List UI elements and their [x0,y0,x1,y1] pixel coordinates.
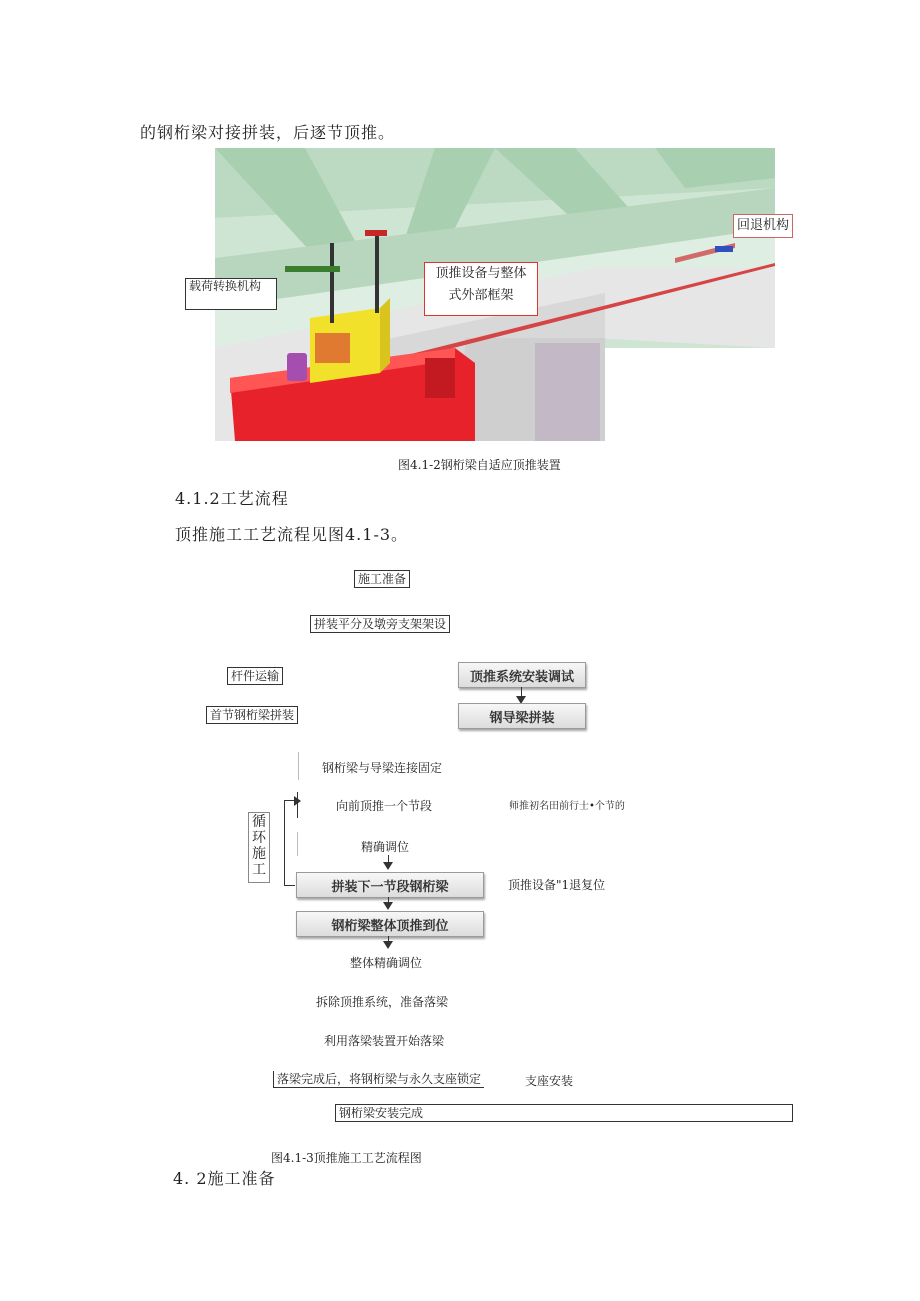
flow-step-finished: 钢桁梁安装完成 [335,1104,793,1122]
flow-step-start-drop: 利用落梁装置开始落梁 [324,1034,445,1048]
flow-step-push-segment: 向前顶推一个节段 [336,799,433,813]
section-412-text: 顶推施工工艺流程见图4.1-3。 [175,525,409,544]
intro-text: 的钢桁梁对接拼装，后逐节顶推。 [140,123,396,142]
flow-loop-label: 循环施工 [248,812,270,883]
section-412-heading: 4.1.2工艺流程 [175,489,289,508]
arrow-down-icon [383,902,393,910]
flow-note-bearing: 支座安装 [525,1074,574,1088]
flow-step-adjust: 精确调位 [361,840,410,854]
flow-divider [298,752,299,780]
arrow-down-icon [383,941,393,949]
label-dingtui-line1: 顶推设备与整体 [435,266,527,281]
flow-right-system-debug: 顶推系统安装调试 [458,662,586,688]
label-zaihe: 载荷转换机构 [185,278,277,310]
arrow-down-icon [383,862,393,870]
flow-step-lock-bearing: 落梁完成后，将钢桁梁与永久支座锁定 [273,1071,484,1088]
figure1-caption: 图4.1-2钢桁梁自适应顶推装置 [398,458,561,472]
flow-note-reset: 顶推设备"1退复位 [508,878,606,892]
label-dingtui [424,262,538,316]
flow-loop-bracket [284,800,295,886]
flow-step-push-complete: 钢桁梁整体顶推到位 [296,911,484,937]
flow-step-overall-adjust: 整体精确调位 [350,956,423,970]
flow-divider [297,792,298,818]
flow-left-transport: 杆件运输 [227,667,283,685]
flow-note-push: 师推初名田前行士•个节的 [509,801,625,812]
figure2-caption: 图4.1-3顶推施工工艺流程图 [271,1151,422,1165]
flow-step-preparation: 施工准备 [354,570,410,588]
flow-right-guide-beam: 钢导梁拼装 [458,703,586,729]
flow-divider [297,832,298,856]
flow-step-connect: 钢桁梁与导梁连接固定 [322,761,443,775]
flow-step-next-segment: 拼装下一节段钢桁梁 [296,872,484,898]
label-dingtui-line2: 式外部框架 [448,288,514,303]
flow-step-remove-system: 拆除顶推系统，准备落梁 [316,995,449,1009]
flow-step-assembly-platform: 拼装平分及墩旁支架架设 [310,615,450,633]
section-42-heading: 4. 2施工准备 [173,1169,276,1188]
label-huitui: 回退机构 [733,214,793,238]
flow-left-first-segment: 首节钢桁梁拼装 [206,706,298,724]
